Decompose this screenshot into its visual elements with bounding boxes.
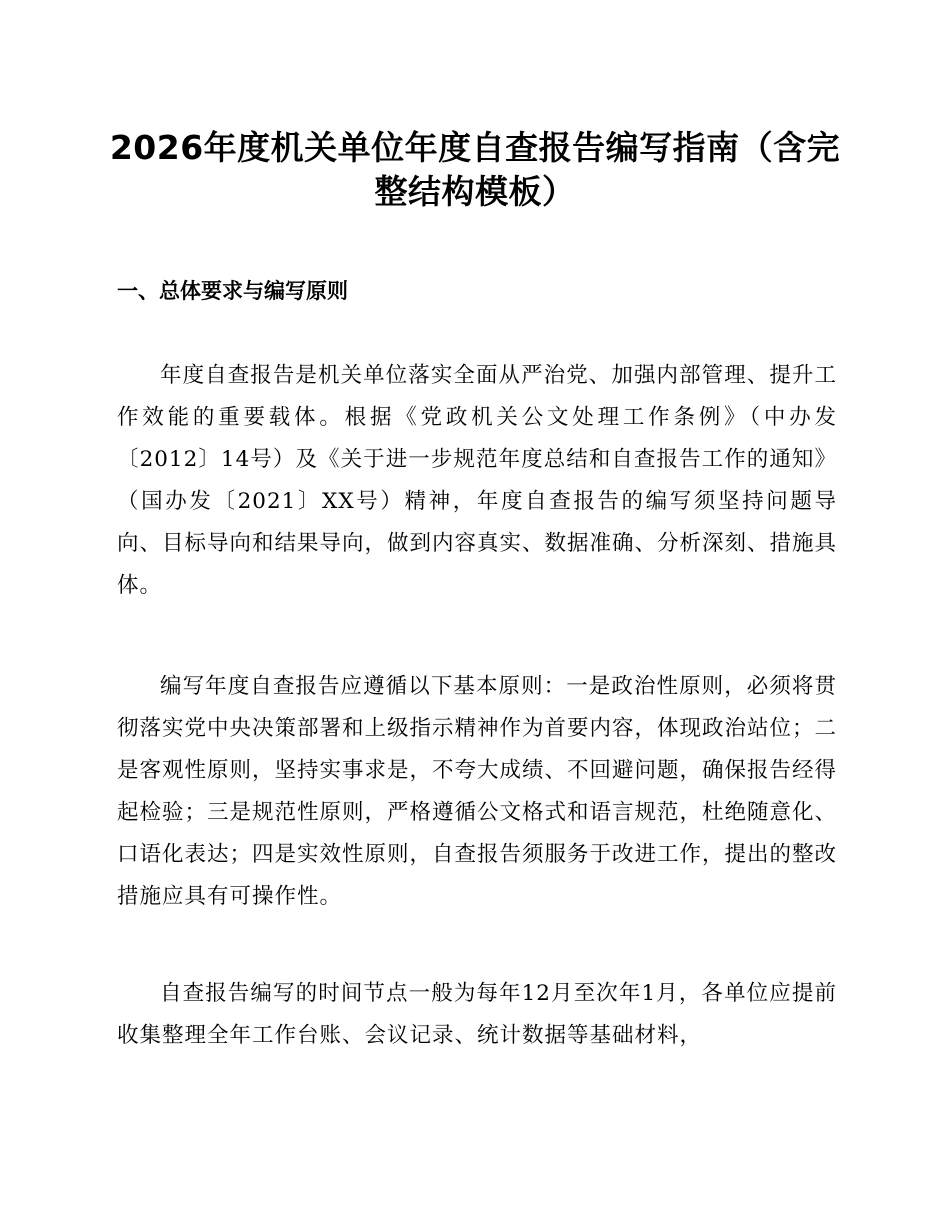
body-paragraph-3: 自查报告编写的时间节点一般为每年12月至次年1月，各单位应提前收集整理全年工作台账、会议记录、统计数据等基础材料， xyxy=(117,981,837,1048)
section-heading: 一、总体要求与编写原则 xyxy=(117,279,348,303)
body-paragraph-2: 编写年度自查报告应遵循以下基本原则：一是政治性原则，必须将贯彻落实党中央决策部署和上级指示精神作为首要内容，体现政治站位；二是客观性原则，坚持实事求是，不夸大成绩、不回避问题，确保报告经得起检验；三是规范性原则，严格遵循公文格式和语言规范，杜绝随意化、口语化表达；四是实效性原则，自查报告须服务于改进工作，提出的整改措施应具有可操作性。 xyxy=(117,674,838,909)
body-paragraph-1: 年度自查报告是机关单位落实全面从严治党、加强内部管理、提升工作效能的重要载体。根据《党政机关公文处理工作条例》（中办发〔2012〕14号）及《关于进一步规范年度总结和自查报告工作的通知》（国办发〔2021〕XX号）精神，年度自查报告的编写须坚持问题导向、目标导向和结果导向，做到内容真实、数据准确、分析深刻、措施具体。 xyxy=(117,363,838,598)
document-title: 2026年度机关单位年度自查报告编写指南（含完整结构模板） xyxy=(109,128,841,211)
